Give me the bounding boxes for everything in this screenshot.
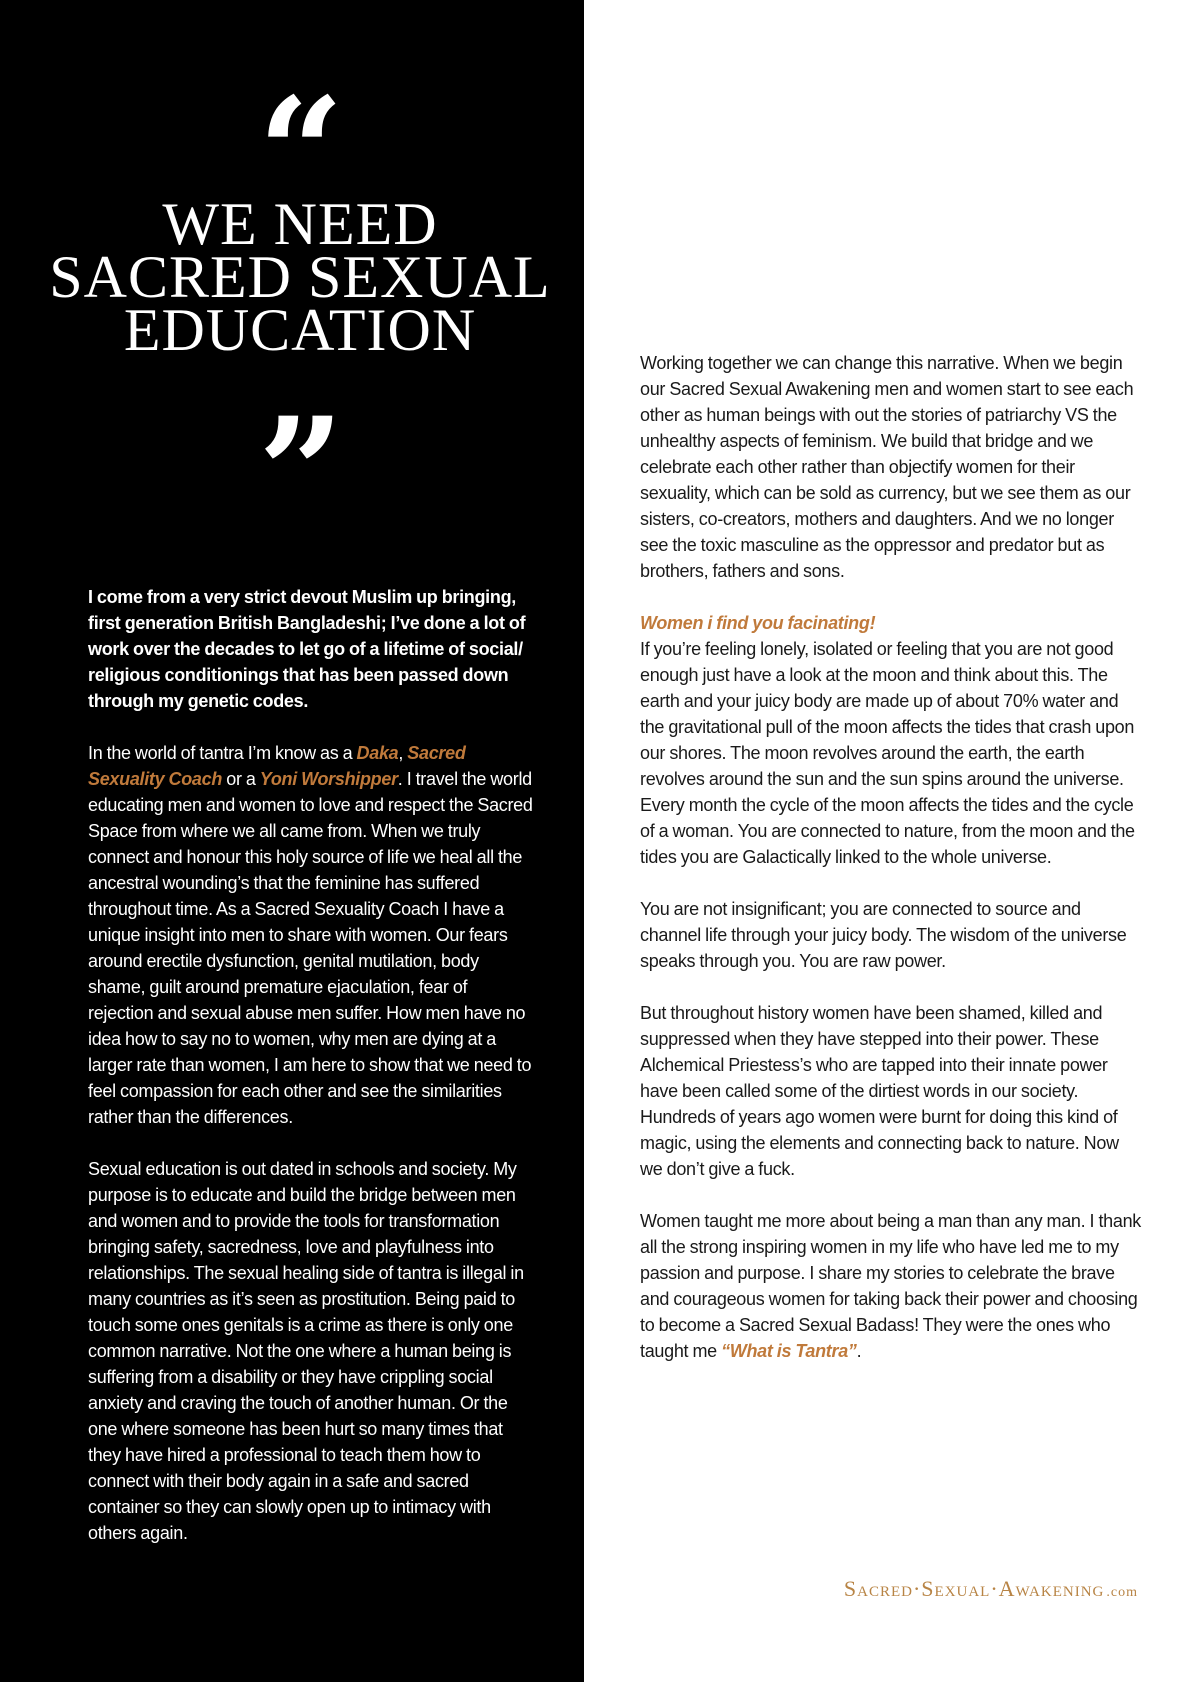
yoni-worshipper-link[interactable]: Yoni Worshipper xyxy=(259,769,398,789)
sacred-sexuality-coach-link[interactable]: Sacred Sexuality Coach xyxy=(88,743,466,789)
narrative-paragraph: Working together we can change this narrative. When we begin our Sacred Sexual Awakening men and women start to see each other as human beings with out the stories of patriarchy VS the unhealthy aspects of feminism. We build that bridge and we celebrate each other rather than objectify women for their sexuality, which can be sold as currency, but we see them as our sisters, co-creators, mothers and daughters. And we no longer see the toxic masculine as the oppressor and predator but as brothers, fathers and sons. xyxy=(640,353,1134,581)
closing-paragraph xyxy=(640,1208,1144,1364)
education-paragraph: Sexual education is out dated in schools and society. My purpose is to educate and build the bridge between men and women and to provide the tools for transformation bringing safety, sacredness, love and playfulness into relationships. The sexual healing side of tantra is illegal in many countries as it’s seen as prostitution. Being paid to touch some ones genitals is a crime as there is only one common narrative. Not the one where a human being is suffering from a disability or they have crippling social anxiety and craving the touch of another human. Or the one where someone has been hurt so many times that they have hired a professional to teach them how to connect with their body again in a safe and sacred container so they can slowly open up to intimacy with others again. xyxy=(88,1159,524,1543)
tantra-paragraph xyxy=(88,740,536,1130)
page-headline xyxy=(20,191,580,363)
open-quote-mark: “ xyxy=(257,65,327,241)
text-run: In the world of tantra I’m know as a xyxy=(88,743,357,763)
right-body-text xyxy=(640,350,1144,1390)
text-run: , xyxy=(398,743,408,763)
footer-brand[interactable] xyxy=(844,1576,1138,1602)
daka-link[interactable]: Daka xyxy=(356,743,399,763)
text-run: . I travel the world educating men and women to love and respect the Sacred Space from where we all came from. When we truly connect and honour this holy source of life we heal all the ancestral wounding’s that the feminine has suffered throughout time. As a Sacred Sexuality Coach I have a unique insight into men to share with women. Our fears around erectile dysfunction, genital mutilation, body shame, guilt around premature ejaculation, fear of rejection and sexual abuse men suffer. How men have no idea how to say no to women, why men are dying at a larger rate than women, I am here to show that we need to feel compassion for each other and see the similarities rather than the differences. xyxy=(88,769,533,1127)
text-run: Women taught me more about being a man than any man. I thank all the strong inspiring women in my life who have led me to my passion and purpose. I share my stories to celebrate the brave and courageous women for taking back their power and choosing to become a Sacred Sexual Badass! They were the ones who taught me xyxy=(640,1211,1141,1361)
intro-paragraph: I come from a very strict devout Muslim up bringing, first generation British Bangladeshi; I’ve done a lot of work over the decades to let go of a lifetime of social/ religious conditionings that has been passed down through my genetic codes. xyxy=(88,587,526,711)
what-is-tantra-link[interactable]: “What is Tantra” xyxy=(721,1341,857,1361)
text-run: or a xyxy=(222,769,260,789)
headline-line-1: WE NEED xyxy=(162,191,438,257)
brand-domain: .com xyxy=(1106,1585,1138,1600)
headline-line-2: SACRED SEXUAL xyxy=(49,244,551,310)
left-body-text xyxy=(88,584,536,1572)
moon-paragraph: If you’re feeling lonely, isolated or feeling that you are not good enough just have a look at the moon and think about this. The earth and your juicy body are made up of about 70% water and the gravitational pull of the moon affects the tides that crash upon our shores. The moon revolves around the earth, the earth revolves around the sun and the sun spins around the universe. Every month the cycle of the moon affects the tides and the cycle of a woman. You are connected to nature, from the moon and the tides you are Galactically linked to the whole universe. xyxy=(640,639,1135,867)
headline-line-3: EDUCATION xyxy=(123,297,477,363)
left-panel xyxy=(0,0,584,1682)
raw-power-paragraph: You are not insignificant; you are connected to source and channel life through your juicy body. The wisdom of the universe speaks through you. You are raw power. xyxy=(640,899,1127,971)
history-paragraph: But throughout history women have been shamed, killed and suppressed when they have stepped into their power. These Alchemical Priestess’s who are tapped into their innate power have been called some of the dirtiest words in our society. Hundreds of years ago women were burnt for doing this kind of magic, using the elements and connecting back to nature. Now we don’t give a fuck. xyxy=(640,1003,1119,1179)
subheading: Women i find you facinating! xyxy=(640,613,876,633)
close-quote-mark: ” xyxy=(257,385,327,561)
text-run: . xyxy=(856,1341,862,1361)
brand-name: Sacred·Sexual·Awakening xyxy=(843,1576,1105,1601)
